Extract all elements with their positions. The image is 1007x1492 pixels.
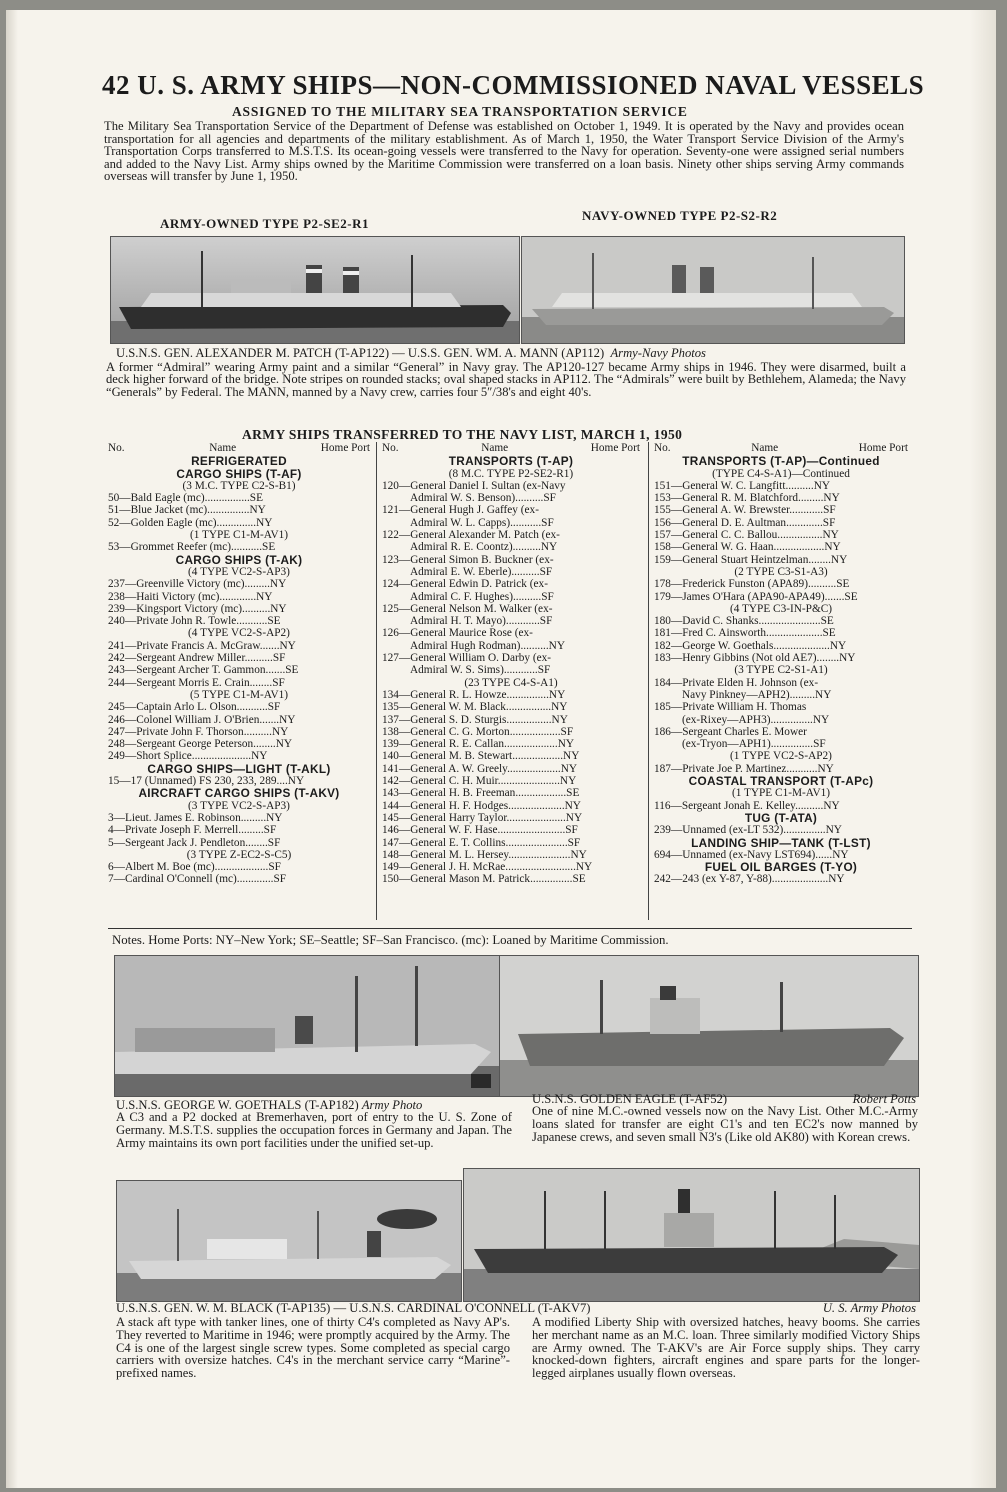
ship-entry: 126—General Maurice Rose (ex- <box>382 627 533 640</box>
category-heading: LANDING SHIP—TANK (T-LST) <box>691 835 871 850</box>
ship-entry: 239—Unnamed (ex-LT 532)...............NY <box>654 824 842 837</box>
ship-entry: 121—General Hugh J. Gaffey (ex- <box>382 504 539 517</box>
table-notes: Notes. Home Ports: NY–New York; SE–Seattle; SF–San Francisco. (mc): Loaned by Maritime Commission. <box>112 933 669 947</box>
top-caption-text: U.S.N.S. GEN. ALEXANDER M. PATCH (T-AP122) — U.S.S. GEN. WM. A. MANN (AP112) <box>116 346 605 360</box>
column-header <box>382 442 640 454</box>
ship-entry: 181—Fred C. Ainsworth....................SE <box>654 627 836 640</box>
category-heading: CARGO SHIPS (T-AF) <box>176 466 302 481</box>
type-subheading: (8 M.C. TYPE P2-SE2-R1) <box>448 467 574 480</box>
type-subheading: (4 TYPE C3-IN-P&C) <box>729 602 833 615</box>
column-header-name: Name <box>209 442 237 454</box>
ship-entry: 249—Short Splice.....................NY <box>108 750 268 763</box>
column-header-no: No. <box>382 442 399 454</box>
category-heading: CARGO SHIPS—LIGHT (T-AKL) <box>147 761 331 776</box>
ship-entry: 156—General D. E. Aultman.............SF <box>654 516 836 529</box>
photo-goethals <box>114 955 500 1097</box>
ship-entry: 186—Sergeant Charles E. Mower <box>654 725 807 738</box>
type-subheading: (4 TYPE VC2-S-AP2) <box>188 627 290 640</box>
ship-entry: 694—Unnamed (ex-Navy LST694)......NY <box>654 848 849 861</box>
type-subheading: (3 TYPE C2-S1-A1) <box>734 664 828 677</box>
category-heading: COASTAL TRANSPORT (T-APc) <box>688 774 874 789</box>
page-subtitle: ASSIGNED TO THE MILITARY SEA TRANSPORTATION SERVICE <box>232 104 688 119</box>
ship-photo-cardinal-oconnell <box>464 1169 919 1301</box>
ship-entry: 52—Golden Eagle (mc)..............NY <box>108 516 273 529</box>
page-spine-shadow <box>6 10 18 1488</box>
ship-entry: 179—James O'Hara (APA90-APA49).......SE <box>654 590 858 603</box>
ship-entry: 243—Sergeant Archer T. Gammon.......SE <box>108 664 299 677</box>
ship-entry: 244—Sergeant Morris E. Crain........SF <box>108 676 285 689</box>
ship-entry: 116—Sergeant Jonah E. Kelley..........NY <box>654 799 840 812</box>
ship-entry: 149—General J. H. McRae.........................NY <box>382 861 593 874</box>
ship-entry: 7—Cardinal O'Connell (mc).............SF <box>108 873 287 886</box>
ship-entry: 183—Henry Gibbins (Not old AE7)........NY <box>654 652 856 665</box>
goethals-caption-text: U.S.N.S. GEORGE W. GOETHALS (T-AP182) <box>116 1098 359 1112</box>
ship-entry: 145—General Harry Taylor.....................NY <box>382 811 583 824</box>
ship-photo-gen-black <box>117 1181 461 1301</box>
type-subheading: (3 M.C. TYPE C2-S-B1) <box>182 479 296 492</box>
ship-entry: 184—Private Elden H. Johnson (ex- <box>654 676 819 689</box>
ship-entry: 15—17 (Unnamed) FS 230, 233, 289....NY <box>108 775 305 788</box>
ship-entry-continuation: Admiral W. S. Sims)............SF <box>410 664 551 677</box>
table-column-2 <box>382 442 640 886</box>
top-photo-paragraph: A former “Admiral” wearing Army paint and a similar “General” in Navy gray. The AP120-127 became Army ships in 1946. They were disarmed, built a deck higher forward of the bridge. Note stripes on rounded stacks; oval shaped stacks in AP112. The “Admirals” were built by Bethlehem, Alameda; the Navy “Generals” by Federal. The MANN, manned by a Navy crew, carries four 5″/38's and eight 40's. <box>106 360 906 399</box>
ship-entry: 248—Sergeant George Peterson........NY <box>108 738 293 751</box>
category-heading: CARGO SHIPS (T-AK) <box>175 552 303 567</box>
ship-entry: 185—Private William H. Thomas <box>654 701 807 714</box>
ship-entry-continuation: Admiral E. W. Eberle)..........SF <box>410 565 553 578</box>
goethals-paragraph: A C3 and a P2 docked at Bremerhaven, port of entry to the U. S. Zone of Germany. M.S.T.S. supplies the occupation forces in Germany and Japan. The Army maintains its own port facilities under the unified set-up. <box>116 1110 512 1150</box>
ship-entry: 135—General W. M. Black................NY <box>382 701 568 714</box>
ship-entry: 142—General C. H. Muir......................NY <box>382 775 577 788</box>
ship-entry: 238—Haiti Victory (mc).............NY <box>108 590 273 603</box>
type-subheading: (1 TYPE C1-M-AV1) <box>189 529 289 542</box>
ship-entry-continuation: Admiral H. T. Mayo)............SF <box>410 615 553 628</box>
category-heading: FUEL OIL BARGES (T-YO) <box>704 860 858 875</box>
photo-gen-patch <box>110 236 520 344</box>
top-photo-caption <box>116 346 706 361</box>
ship-entry: 134—General R. L. Howze...............NY <box>382 688 566 701</box>
category-heading: REFRIGERATED <box>191 454 287 469</box>
cardinal-oconnell-paragraph: A modified Liberty Ship with oversized hatches, heavy booms. She carries her merchant name as an M.C. loan. Three similarly modified Victory Ships are Army owned. The T-AKV's are Air Force supply ships. They carry knocked-down fighters, aircraft engines and spare parts for the longer-legged airplanes usually flown overseas. <box>532 1315 920 1381</box>
ship-entry: 240—Private John R. Towle...........SE <box>108 615 281 628</box>
column-header-port: Home Port <box>320 442 370 454</box>
ship-entry: 140—General M. B. Stewart..................NY <box>382 750 580 763</box>
type-subheading: (TYPE C4-S-A1)—Continued <box>712 467 850 480</box>
table-column-1 <box>108 442 370 886</box>
column-header-name: Name <box>751 442 779 454</box>
table-column-3 <box>654 442 908 886</box>
column-divider <box>376 442 377 920</box>
ship-entry: 137—General S. D. Sturgis................NY <box>382 713 568 726</box>
ship-photo-goethals <box>115 956 499 1096</box>
ship-entry: 143—General H. B. Freeman..................SE <box>382 787 580 800</box>
ship-photo-golden-eagle <box>500 956 918 1096</box>
type-subheading: (4 TYPE VC2-S-AP3) <box>188 565 290 578</box>
category-heading: TRANSPORTS (T-AP) <box>448 454 574 469</box>
intro-paragraph: The Military Sea Transportation Service of the Department of Defense was established on October 1, 1949. It is operated by the Navy and provides ocean transportation for all agencies and departments of the military establishment. As of March 1, 1950, the Water Transport Service Division of the Army's Transportation Corps transferred to M.S.T.S. Its ocean-going vessels were transferred to the Navy for operation. Seventy-one were assigned serial numbers and added to the Navy List. Army ships owned by the Maritime Commission were transferred on a loan basis. Ninety other ships serving Army commands overseas will transfer by June 1, 1950. <box>104 119 904 184</box>
ship-entry-continuation: Admiral W. S. Benson)..........SF <box>410 492 556 505</box>
ship-entry: 247—Private John F. Thorson..........NY <box>108 725 289 738</box>
ship-entry: 187—Private Joe P. Martinez...........NY <box>654 762 834 775</box>
ship-entry: 180—David C. Shanks......................SE <box>654 615 834 628</box>
table-bottom-rule <box>108 928 912 929</box>
golden-eagle-caption-text: U.S.N.S. GOLDEN EAGLE (T-AF52) <box>532 1092 728 1106</box>
ship-entry: 239—Kingsport Victory (mc)..........NY <box>108 602 287 615</box>
ship-entry-continuation: Navy Pinkney—APH2).........NY <box>682 688 832 701</box>
type-subheading: (23 TYPE C4-S-A1) <box>464 676 558 689</box>
ship-entry-continuation: Admiral W. L. Capps)...........SF <box>410 516 554 529</box>
column-header <box>654 442 908 454</box>
ship-entry: 148—General M. L. Hersey......................NY <box>382 848 587 861</box>
golden-eagle-credit: Robert Potts <box>852 1092 916 1106</box>
ship-entry: 242—243 (ex Y-87, Y-88)....................NY <box>654 873 845 886</box>
ship-entry-continuation: Admiral C. F. Hughes)..........SF <box>410 590 554 603</box>
ship-entry: 3—Lieut. James E. Robinson.........NY <box>108 811 283 824</box>
ship-entry: 178—Frederick Funston (APA89)..........SE <box>654 578 850 591</box>
ship-entry-continuation: Admiral Hugh Rodman)..........NY <box>410 639 566 652</box>
top-photo-credit: Army-Navy Photos <box>610 346 706 360</box>
ship-entry-continuation: (ex-Rixey—APH3)...............NY <box>682 713 830 726</box>
ship-photo-mann <box>522 237 904 343</box>
ship-entry: 127—General William O. Darby (ex- <box>382 652 552 665</box>
column-header-name: Name <box>481 442 509 454</box>
column-header <box>108 442 370 454</box>
ship-entry: 157—General C. C. Ballou................NY <box>654 529 839 542</box>
ship-entry: 138—General C. G. Morton..................SF <box>382 725 574 738</box>
ship-entry: 4—Private Joseph F. Merrell.........SF <box>108 824 277 837</box>
column-header-port: Home Port <box>590 442 640 454</box>
type-subheading: (3 TYPE VC2-S-AP3) <box>188 799 290 812</box>
ship-entry: 124—General Edwin D. Patrick (ex- <box>382 578 548 591</box>
ship-entry: 122—General Alexander M. Patch (ex- <box>382 529 560 542</box>
ship-table-title: ARMY SHIPS TRANSFERRED TO THE NAVY LIST, MARCH 1, 1950 <box>242 427 683 442</box>
column-header-port: Home Port <box>858 442 908 454</box>
bottom-caption-text: U.S.N.S. GEN. W. M. BLACK (T-AP135) — U.S.N.S. CARDINAL O'CONNELL (T-AKV7) <box>116 1301 591 1315</box>
ship-entry: 139—General R. E. Callan...................NY <box>382 738 575 751</box>
ship-photo-patch <box>111 237 519 343</box>
ship-entry: 144—General H. F. Hodges....................NY <box>382 799 581 812</box>
ship-entry: 153—General R. M. Blatchford.........NY <box>654 492 840 505</box>
ship-entry-continuation: Admiral R. E. Coontz)..........NY <box>410 541 558 554</box>
ship-entry: 150—General Mason M. Patrick...............SE <box>382 873 586 886</box>
ship-entry: 241—Private Francis A. McGraw.......NY <box>108 639 296 652</box>
photo-gen-black <box>116 1180 462 1302</box>
ship-entry: 182—George W. Goethals....................NY <box>654 639 847 652</box>
ship-entry: 155—General A. W. Brewster............SF <box>654 504 836 517</box>
ship-entry: 245—Captain Arlo L. Olson...........SF <box>108 701 281 714</box>
column-header-no: No. <box>108 442 125 454</box>
category-heading: AIRCRAFT CARGO SHIPS (T-AKV) <box>138 786 340 801</box>
ship-entry: 158—General W. G. Haan..................NY <box>654 541 841 554</box>
ship-entry-continuation: (ex-Tryon—APH1)...............SF <box>682 738 826 751</box>
ship-entry: 53—Grommet Reefer (mc)...........SE <box>108 541 276 554</box>
column-header-no: No. <box>654 442 671 454</box>
photo-golden-eagle <box>499 955 919 1097</box>
category-heading: TUG (T-ATA) <box>744 810 818 825</box>
ship-entry: 123—General Simon B. Buckner (ex- <box>382 553 554 566</box>
bottom-photo-caption <box>116 1301 916 1316</box>
ship-entry: 6—Albert M. Boe (mc)...................SF <box>108 861 281 874</box>
type-subheading: (5 TYPE C1-M-AV1) <box>189 688 289 701</box>
column-divider <box>648 442 649 920</box>
ship-entry: 5—Sergeant Jack J. Pendleton........SF <box>108 836 281 849</box>
ship-entry: 146—General W. F. Hase........................SF <box>382 824 578 837</box>
ship-entry: 50—Bald Eagle (mc)................SE <box>108 492 263 505</box>
ship-entry: 159—General Stuart Heintzelman........NY <box>654 553 848 566</box>
golden-eagle-paragraph: One of nine M.C.-owned vessels now on the Navy List. Other M.C.-Army loans slated for transfer are eight C1's and ten EC2's now manned by Japanese crews, and seven small N3's (Like old AK80) with Korean crews. <box>532 1104 918 1144</box>
goethals-credit: Army Photo <box>361 1098 423 1112</box>
page-title: 42 U. S. ARMY SHIPS—NON-COMMISSIONED NAVAL VESSELS <box>102 70 925 100</box>
type-subheading: (1 TYPE VC2-S-AP2) <box>730 750 832 763</box>
photo-gen-mann <box>521 236 905 344</box>
category-heading: TRANSPORTS (T-AP)—Continued <box>682 454 880 469</box>
ship-entry: 51—Blue Jacket (mc)...............NY <box>108 504 266 517</box>
ship-entry: 147—General E. T. Collins......................SF <box>382 836 581 849</box>
type-subheading: (2 TYPE C3-S1-A3) <box>734 565 828 578</box>
ship-entry: 151—General W. C. Langfitt..........NY <box>654 479 831 492</box>
navy-owned-label: NAVY-OWNED TYPE P2-S2-R2 <box>582 208 778 223</box>
photo-cardinal-oconnell <box>463 1168 920 1302</box>
ship-entry: 141—General A. W. Greely...................NY <box>382 762 578 775</box>
army-owned-label: ARMY-OWNED TYPE P2-SE2-R1 <box>160 216 369 231</box>
ship-entry: 125—General Nelson M. Walker (ex- <box>382 602 553 615</box>
gen-black-paragraph: A stack aft type with tanker lines, one of thirty C4's completed as Navy AP's. They reverted to Maritime in 1946; were promptly acquired by the Army. The C4 is one of the largest single screw types. Some completed as special cargo carriers with oversize hatches. C4's in the merchant service carry “Marine”-prefixed names. <box>116 1315 510 1381</box>
type-subheading: (1 TYPE C1-M-AV1) <box>731 787 831 800</box>
page-edge-shadow <box>970 10 996 1488</box>
ship-entry: 120—General Daniel I. Sultan (ex-Navy <box>382 479 566 492</box>
type-subheading: (3 TYPE Z-EC2-S-C5) <box>186 848 292 861</box>
ship-entry: 242—Sergeant Andrew Miller..........SF <box>108 652 286 665</box>
ship-entry: 246—Colonel William J. O'Brien.......NY <box>108 713 296 726</box>
bottom-photo-credit: U. S. Army Photos <box>822 1301 916 1315</box>
ship-entry: 237—Greenville Victory (mc).........NY <box>108 578 287 591</box>
